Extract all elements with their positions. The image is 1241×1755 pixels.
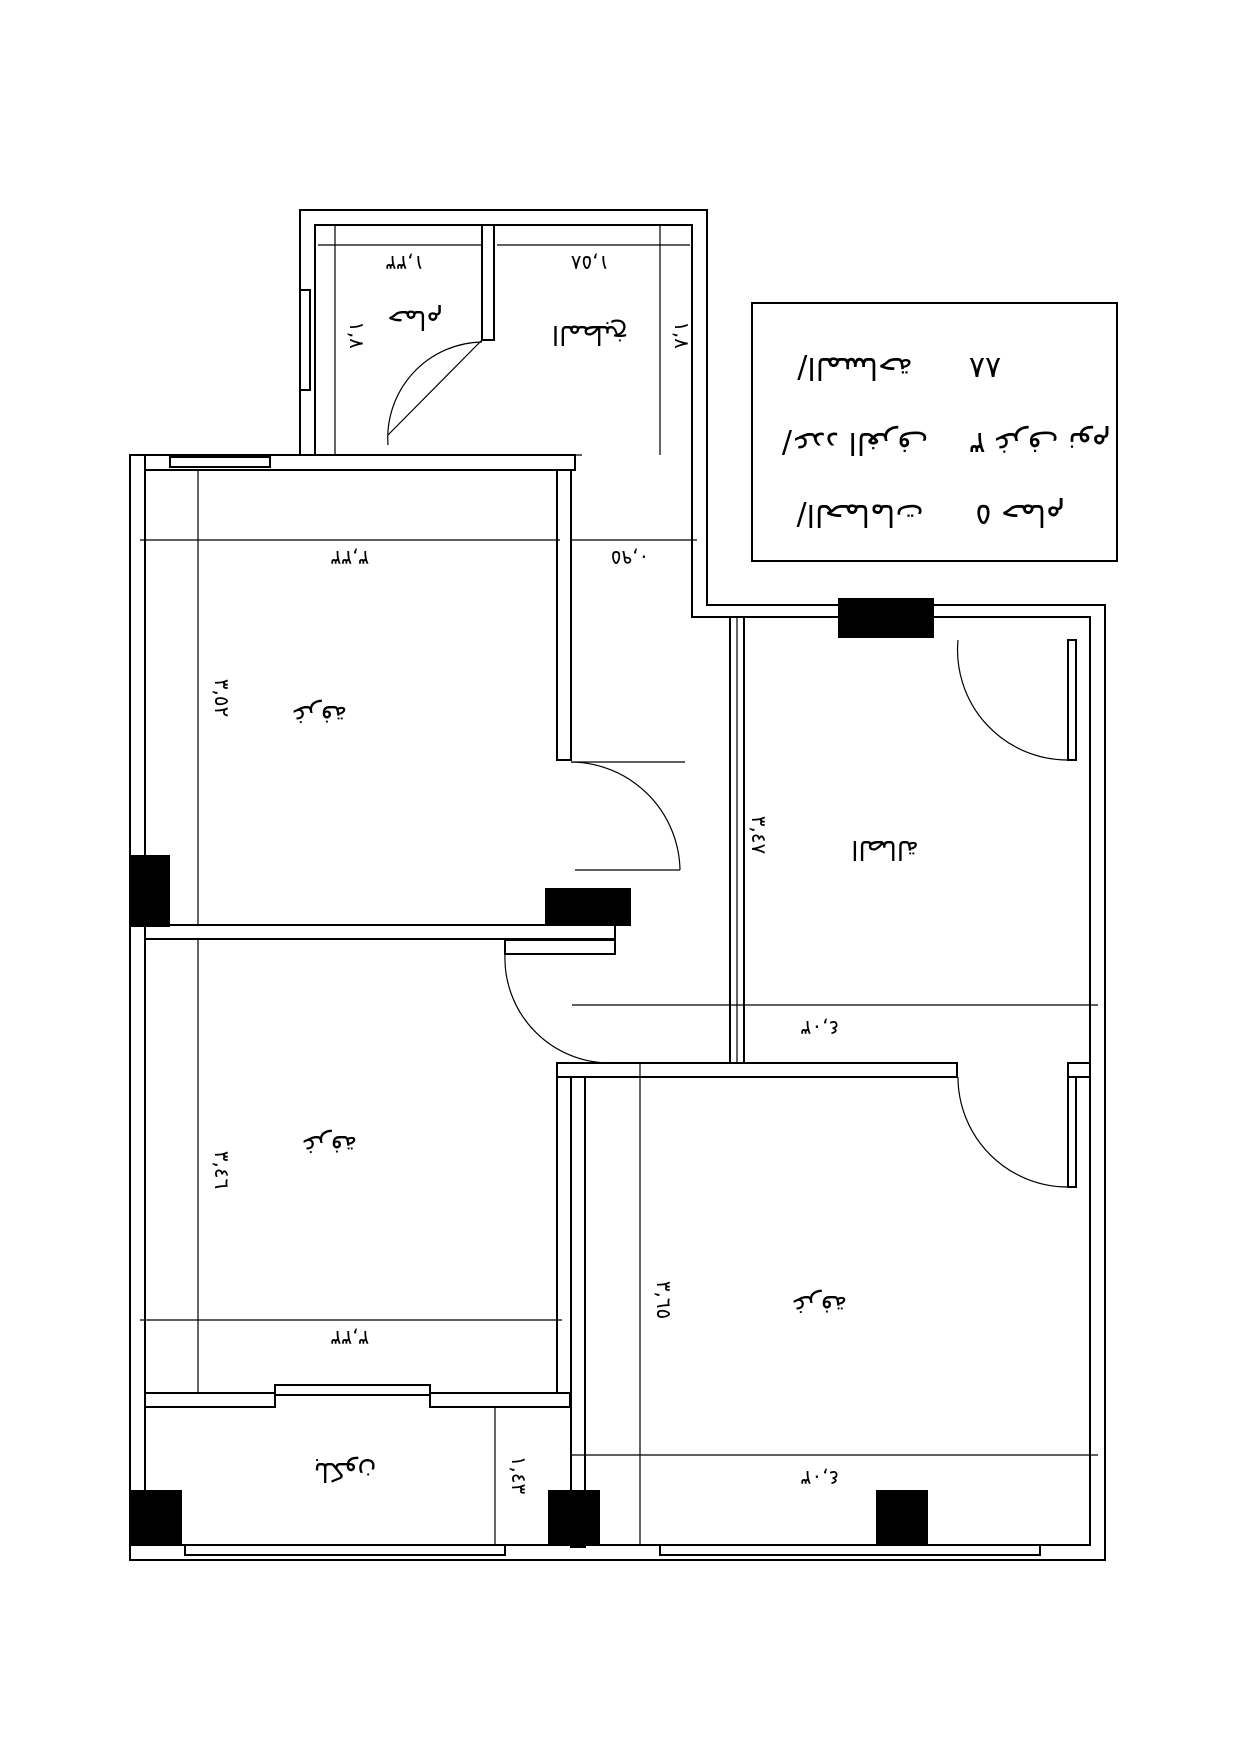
info-rooms-value: ٣ غرف نوم bbox=[969, 425, 1111, 460]
dim-corridor-width: ٠,٩٥ bbox=[610, 546, 650, 570]
info-box bbox=[752, 303, 1117, 561]
dim-bedroom1-height: ٣,٥٢ bbox=[210, 678, 234, 718]
info-area-label: المساحة/ bbox=[797, 350, 913, 385]
dim-living-height: ٣,٤٧ bbox=[747, 815, 771, 855]
dim-kitchen-width: ١,٥٨ bbox=[570, 251, 610, 275]
dim-bath-height: ١,٨ bbox=[345, 321, 369, 349]
room-label-balcony: بلكون bbox=[313, 1456, 377, 1486]
info-bath-label: الحمامات/ bbox=[796, 497, 924, 532]
dim-living-width: ٤,٠٣ bbox=[800, 1016, 840, 1040]
room-label-bathroom: حمام bbox=[387, 304, 443, 334]
info-rooms-label: عدد الغرف/ bbox=[781, 425, 929, 460]
dim-bath-width: ١,٣٣ bbox=[385, 251, 425, 275]
dim-bedroom2-height: ٣,٤٦ bbox=[210, 1150, 234, 1190]
dim-bedroom1-width: ٣,٣٣ bbox=[330, 546, 370, 570]
room-label-living: الصالة bbox=[851, 834, 919, 864]
info-area-value: ٨٨ bbox=[968, 350, 1002, 385]
room-label-bedroom-3: غرفة bbox=[792, 1289, 848, 1319]
dim-balcony-depth: ١,٤٣ bbox=[507, 1455, 531, 1495]
dim-bedroom3-height: ٣,٦٥ bbox=[652, 1280, 676, 1320]
dim-bedroom2-width: ٣,٣٣ bbox=[330, 1326, 370, 1350]
dim-kitchen-height: ١,٨ bbox=[670, 321, 694, 349]
dim-bedroom3-width: ٤,٠٣ bbox=[800, 1466, 840, 1490]
room-label-bedroom-2: غرفة bbox=[302, 1129, 358, 1159]
room-label-kitchen: المطبخ bbox=[551, 319, 629, 349]
room-label-bedroom-1: غرفة bbox=[292, 699, 348, 729]
info-bath-value: ٥ حمام bbox=[975, 497, 1065, 532]
